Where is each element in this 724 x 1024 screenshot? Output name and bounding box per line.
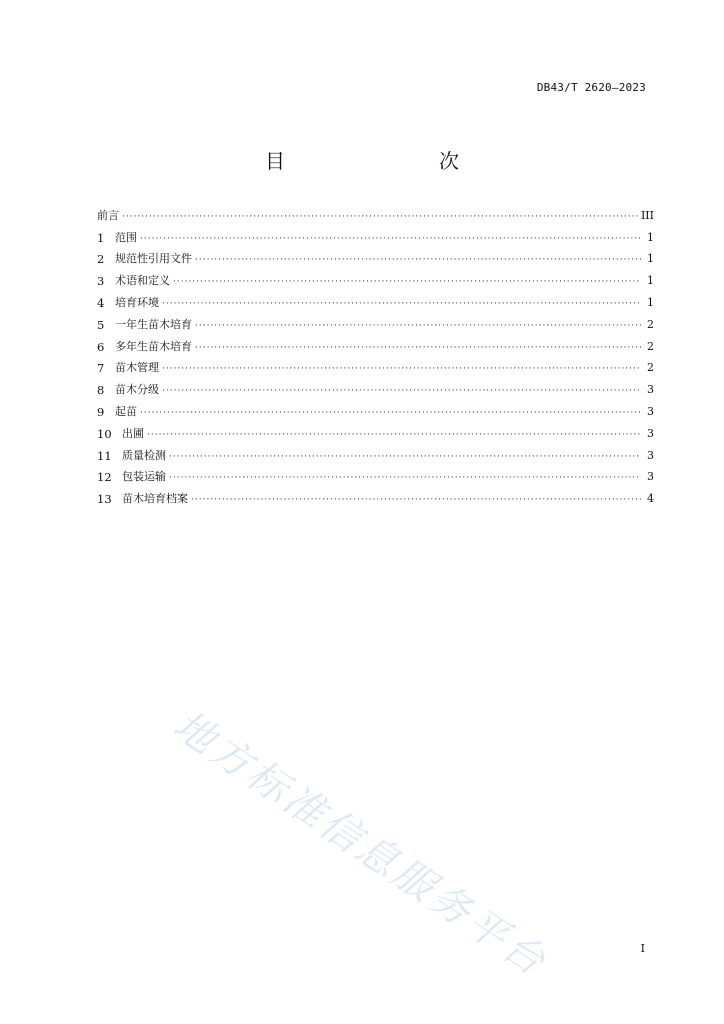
toc-label: 包装运输 [122, 470, 166, 484]
toc-entry-10[interactable] [97, 423, 654, 445]
toc-page: 3 [647, 470, 654, 484]
toc-page: 3 [647, 405, 654, 419]
dot-leader [140, 232, 641, 246]
toc-entry-4[interactable] [97, 292, 654, 314]
dot-leader [195, 319, 641, 333]
dot-leader [162, 362, 641, 376]
toc-label: 前言 [97, 208, 119, 222]
toc-number: 13 [97, 492, 112, 507]
document-code: DB43/T 2620—2023 [536, 81, 646, 94]
toc-page: 2 [647, 317, 654, 331]
toc-label: 术语和定义 [115, 274, 170, 288]
dot-leader [162, 297, 641, 311]
toc-page: 1 [647, 296, 654, 310]
dot-leader [147, 428, 641, 442]
toc-page: 2 [647, 361, 654, 375]
toc-page: 2 [647, 339, 654, 353]
toc-page: 3 [647, 383, 654, 397]
toc-number: 4 [97, 296, 105, 311]
toc-label: 苗木管理 [115, 361, 159, 375]
toc-number: 12 [97, 470, 112, 485]
toc-label: 出圃 [122, 426, 144, 440]
toc-entry-1[interactable] [97, 227, 654, 249]
toc-entry-13[interactable] [97, 488, 654, 510]
toc-number: 8 [97, 383, 105, 398]
dot-leader [169, 471, 641, 485]
toc-number: 3 [97, 274, 105, 289]
toc-entry-5[interactable] [97, 314, 654, 336]
toc-number: 1 [97, 230, 105, 245]
dot-leader [195, 341, 641, 355]
dot-leader [195, 253, 641, 267]
dot-leader [122, 210, 638, 224]
toc-number: 2 [97, 252, 105, 267]
toc-page: 3 [647, 426, 654, 440]
toc-label: 培育环境 [115, 296, 159, 310]
dot-leader [173, 275, 641, 289]
toc-label: 苗木培育档案 [122, 492, 188, 506]
toc-label: 规范性引用文件 [115, 252, 192, 266]
page-number: I [640, 942, 645, 955]
toc-entry-7[interactable] [97, 358, 654, 380]
toc-page: 1 [647, 252, 654, 266]
toc-page: 1 [647, 230, 654, 244]
toc-number: 11 [97, 448, 112, 463]
toc-label: 质量检测 [122, 448, 166, 462]
toc-entry-3[interactable] [97, 270, 654, 292]
dot-leader [191, 493, 641, 507]
dot-leader [169, 450, 641, 464]
toc-page: 3 [647, 448, 654, 462]
toc-entry-2[interactable] [97, 249, 654, 271]
toc-page: 1 [647, 274, 654, 288]
toc-entry-8[interactable] [97, 379, 654, 401]
toc-entry-11[interactable] [97, 445, 654, 467]
toc-entry-9[interactable] [97, 401, 654, 423]
dot-leader [162, 384, 641, 398]
watermark: 地方标准信息服务平台 [165, 702, 556, 987]
toc-page: 4 [647, 492, 654, 506]
dot-leader [140, 406, 641, 420]
toc-label: 一年生苗木培育 [115, 317, 192, 331]
toc-label: 范围 [115, 230, 137, 244]
toc-page: III [640, 208, 654, 222]
toc-number: 5 [97, 317, 105, 332]
page-title: 目 次 [265, 149, 497, 173]
toc-number: 7 [97, 361, 105, 376]
toc-label: 多年生苗木培育 [115, 339, 192, 353]
table-of-contents [97, 205, 654, 510]
toc-label: 苗木分级 [115, 383, 159, 397]
toc-number: 10 [97, 426, 112, 441]
toc-label: 起苗 [115, 405, 137, 419]
toc-entry-12[interactable] [97, 467, 654, 489]
toc-number: 6 [97, 339, 105, 354]
toc-entry-foreword[interactable] [97, 205, 654, 227]
toc-number: 9 [97, 405, 105, 420]
toc-entry-6[interactable] [97, 336, 654, 358]
